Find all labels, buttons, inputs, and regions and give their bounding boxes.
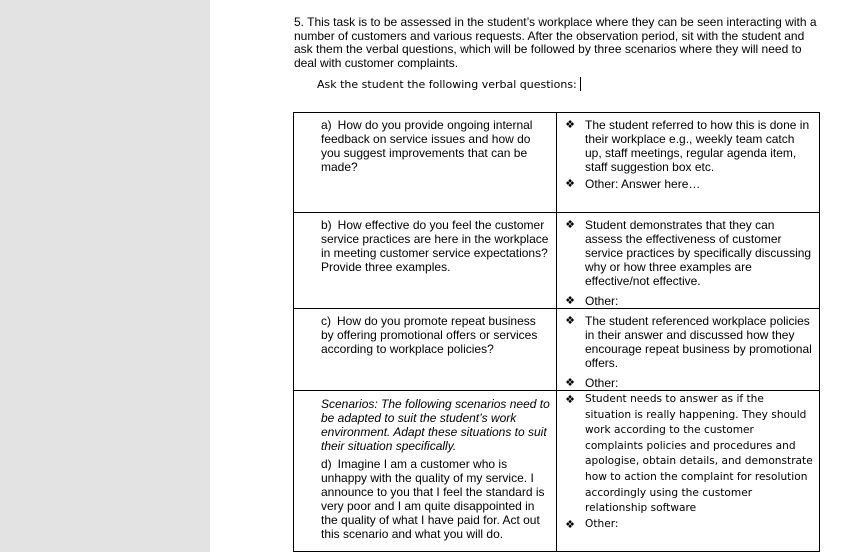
answer-text: The student referred to how this is done in their workplace e.g., weekly team catch up, staff meetings, regular agenda item, staff suggestion box etc. <box>585 118 810 174</box>
task-instructions: 5. This task is to be assessed in the student’s workplace where they can be seen interacting with a number of customers and various requests. After the observation period, sit with the student and ask them the verbal questions, which will be followed by three scenarios where they will need to deal with customer complaints. <box>294 15 817 70</box>
question-label: c) <box>321 314 331 328</box>
answer-cell-b[interactable] <box>557 213 820 309</box>
bullet-diamond-icon: ❖ <box>565 517 575 531</box>
question-text: How effective do you feel the customer service practices are here in the workplace in meeting customer service expectations? Provide three examples. <box>321 218 549 274</box>
question-cell-c[interactable] <box>294 309 557 391</box>
verbal-questions-prompt[interactable] <box>317 77 581 92</box>
table-row <box>294 213 820 309</box>
answer-other-field[interactable]: Other: <box>585 376 619 390</box>
list-item <box>557 517 819 533</box>
questions-table <box>293 112 820 552</box>
answer-cell-a[interactable] <box>557 113 820 213</box>
question-label: d) <box>321 457 332 471</box>
question-text: Imagine I am a customer who is unhappy with the quality of my service. I announce to you that I feel the standard is very poor and I am quite disappointed in the quality of what I have paid for. Act out this scenario and what you will do. <box>321 457 545 541</box>
answer-other-field[interactable]: Other: <box>585 517 619 530</box>
bullet-diamond-icon: ❖ <box>565 219 575 231</box>
document-page <box>210 0 857 552</box>
question-text: How do you promote repeat business by offering promotional offers or services according to workplace policies? <box>321 314 538 356</box>
question-cell-a[interactable] <box>294 113 557 213</box>
list-item <box>557 314 819 370</box>
list-item <box>557 118 819 174</box>
bullet-diamond-icon: ❖ <box>565 119 575 131</box>
list-item <box>557 177 819 191</box>
answer-text: The student referenced workplace policies in their answer and discussed how they encourage repeat business by promotional offers. <box>585 314 812 370</box>
text-cursor <box>580 77 581 91</box>
answer-cell-d[interactable] <box>557 391 820 552</box>
table-row <box>294 391 820 552</box>
answer-other-field[interactable]: Other: Answer here… <box>585 177 701 191</box>
list-item <box>557 376 819 390</box>
question-label: a) <box>321 118 332 132</box>
answer-text: Student needs to answer as if the situation is really happening. They should work according to the customer complaints policies and procedures and apologise, obtain details, and demonstrate how to action the complaint for resolution accordingly using the customer relationship software <box>585 393 813 515</box>
document-margin-left <box>0 0 210 552</box>
bullet-diamond-icon: ❖ <box>565 377 575 389</box>
list-item <box>557 294 819 308</box>
table-row <box>294 113 820 213</box>
prompt-text: Ask the student the following verbal questions: <box>317 78 577 91</box>
question-text: How do you provide ongoing internal feedback on service issues and how do you suggest improvements that can be made? <box>321 118 533 174</box>
list-item <box>557 218 819 288</box>
answer-text: Student demonstrates that they can assess the effectiveness of customer service practices by specifically discussing why or how three examples are effective/not effective. <box>585 218 812 288</box>
answer-cell-c[interactable] <box>557 309 820 391</box>
list-item <box>557 392 819 517</box>
question-cell-d[interactable] <box>294 391 557 552</box>
scenario-note: Scenarios: The following scenarios need to be adapted to suit the student’s work environment. Adapt these situations to suit their situation specifically. <box>321 397 550 453</box>
bullet-diamond-icon: ❖ <box>565 315 575 327</box>
question-label: b) <box>321 218 332 232</box>
bullet-diamond-icon: ❖ <box>565 295 575 307</box>
question-cell-b[interactable] <box>294 213 557 309</box>
table-row <box>294 309 820 391</box>
answer-other-field[interactable]: Other: <box>585 294 619 308</box>
bullet-diamond-icon: ❖ <box>565 393 575 406</box>
bullet-diamond-icon: ❖ <box>565 178 575 190</box>
